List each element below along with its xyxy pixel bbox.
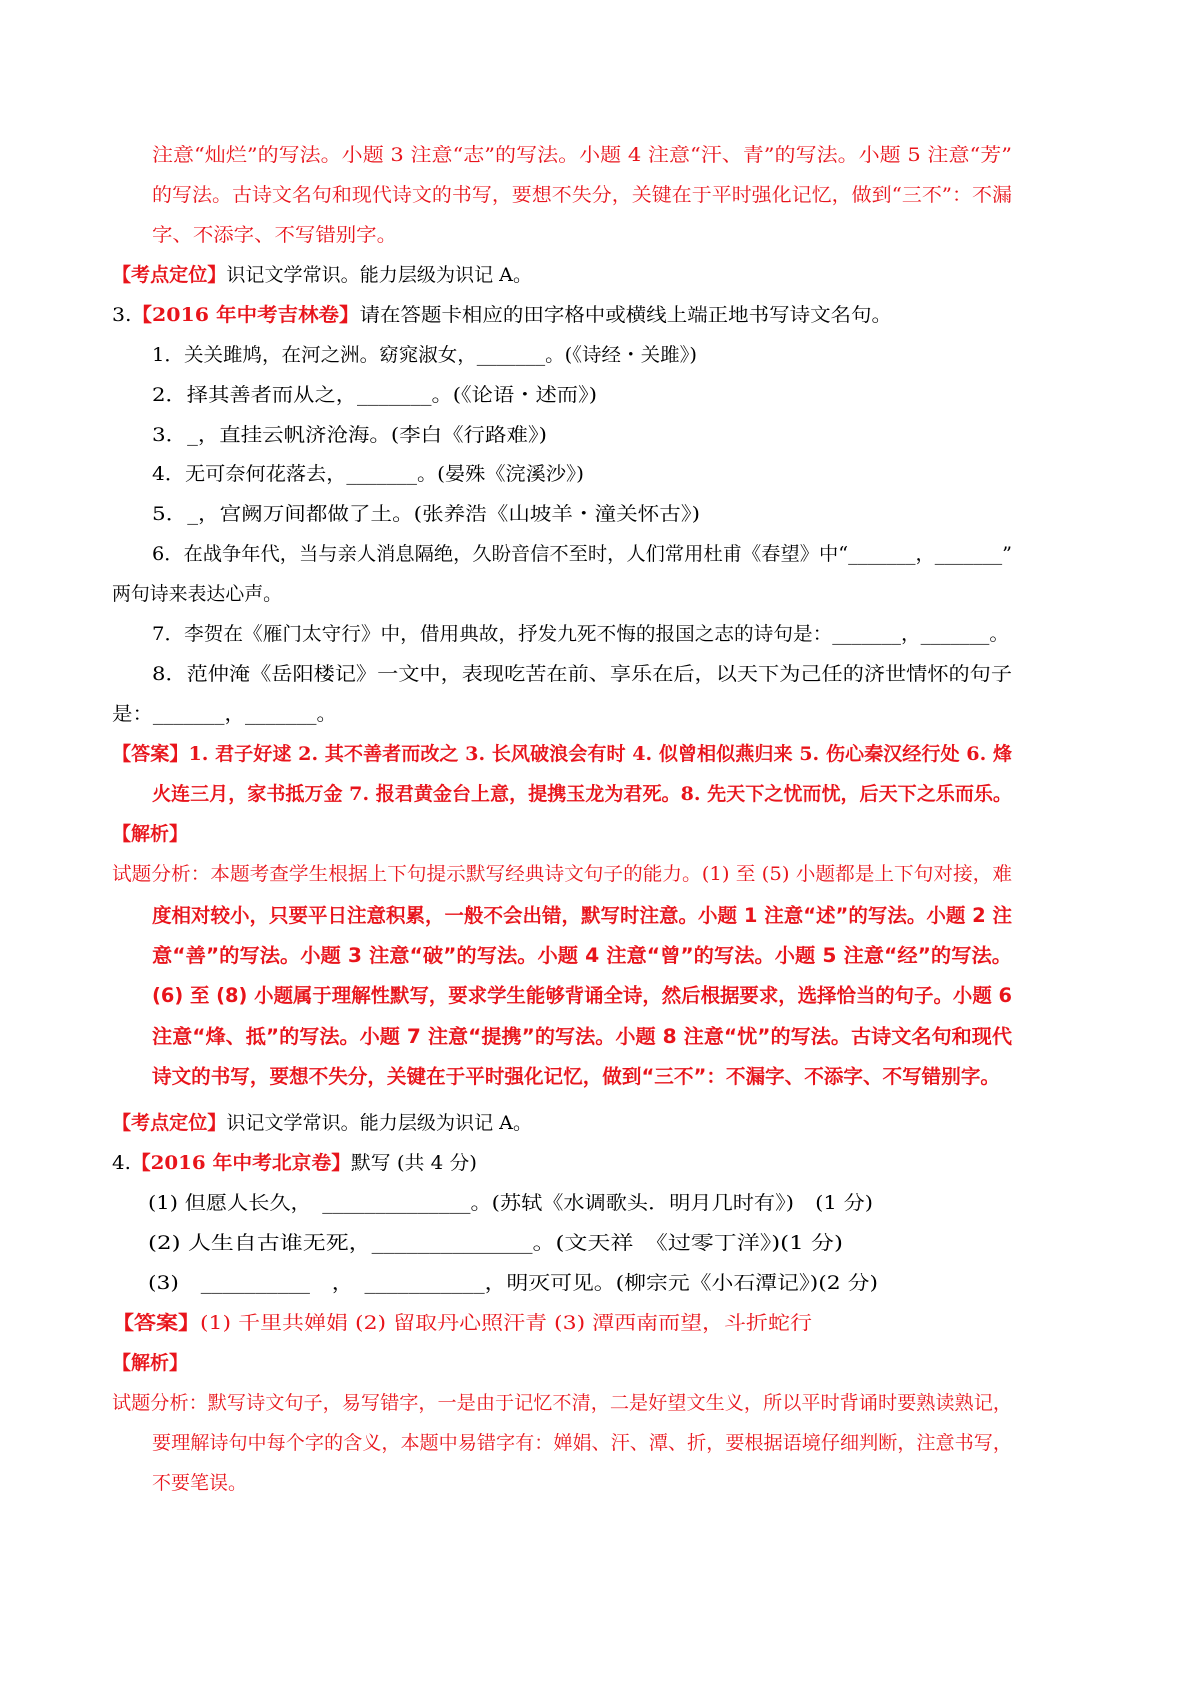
kaodian-row-1: [112, 263, 531, 287]
q3-item-8: 8．范仲淹《岳阳楼记》一文中，表现吃苦在前、享乐在后，以天下为己任的济世情怀的句子: [152, 663, 1012, 685]
q4-heading: [112, 1151, 477, 1175]
q3-item-6-cont: 两句诗来表达心声。: [112, 583, 282, 605]
q3-item-8-cont: 是：_______，_______。: [112, 703, 337, 725]
q4-answer-text: (1) 千里共婵娟 (2) 留取丹心照汗青 (3) 潭西南而望，斗折蛇行: [199, 1312, 812, 1334]
q3-analysis-line-6: 诗文的书写，要想不失分，关键在于平时强化记忆，做到“三不”：不漏字、不添字、不写错别字。: [152, 1065, 1000, 1088]
q3-answer-line-1: 1. 君子好逑 2. 其不善者而改之 3. 长风破浪会有时 4. 似曾相似燕归来 5. 伤心秦汉经行处 6. 烽: [188, 743, 1013, 765]
q3-analysis-line-5: 注意“烽、抵”的写法。小题 7 注意“提携”的写法。小题 8 注意“忧”的写法。古诗文名句和现代: [152, 1025, 1012, 1048]
q3-item-4: 4．无可奈何花落去，_______。(晏殊《浣溪沙》): [152, 463, 584, 485]
q4-prompt: 默写 (共 4 分): [351, 1152, 477, 1174]
q3-item-3: 3．_，直挂云帆济沧海。(李白《行路难》): [152, 424, 547, 446]
q4-analysis-line-3: 不要笔误。: [152, 1472, 247, 1494]
q3-item-6: 6．在战争年代，当与亲人消息隔绝，久盼音信不至时，人们常用杜甫《春望》中“_______，_______”: [152, 543, 1012, 565]
kaodian-group-1: [112, 263, 532, 287]
q3-number: 3.: [112, 304, 132, 326]
q3-item-5: 5．_，宫阙万间都做了土。(张养浩《山坡羊・潼关怀古》): [152, 503, 700, 525]
q3-answer-line-2: 火连三月，家书抵万金 7. 报君黄金台上意，提携玉龙为君死。8. 先天下之忧而忧，后天下之乐而乐。: [152, 783, 1012, 805]
q3-kaodian-tag: 【考点定位】: [112, 1112, 227, 1134]
q3-analysis-line-4: (6) 至 (8) 小题属于理解性默写，要求学生能够背诵全诗，然后根据要求，选择恰当的句子。小题 6: [152, 984, 1012, 1007]
q3-analysis-line-2: 度相对较小，只要平日注意积累，一般不会出错，默写时注意。小题 1 注意“述”的写法。小题 2 注: [152, 904, 1013, 927]
q4-answer-tag: 【答案】: [112, 1312, 200, 1334]
q4-jiexi-tag: 【解析】: [112, 1352, 189, 1374]
q3-kaodian-text: 识记文学常识。能力层级为识记 A。: [226, 1112, 532, 1134]
q3-heading: [112, 303, 893, 327]
q4-heading-group: [112, 1151, 477, 1175]
q4-item-3: (3) __________ ， ___________，明灭可见。(柳宗元《小石潭记》)(2 分): [148, 1272, 878, 1294]
q3-source-tag: 【2016 年中考吉林卷】: [131, 304, 360, 326]
note-line-3: 字、不添字、不写错别字。: [152, 224, 397, 246]
q3-item-1: 1．关关雎鸠，在河之洲。窈窕淑女，_______。(《诗经・关雎》): [152, 344, 697, 366]
q4-number: 4.: [112, 1152, 131, 1174]
kaodian-group-2: [112, 1111, 532, 1135]
note-line-1: 注意“灿烂”的写法。小题 3 注意“志”的写法。小题 4 注意“汗、青”的写法。小题 5 注意“芳”: [152, 144, 1012, 166]
q4-item-2: (2) 人生自古谁无死，______________。(文天祥 《过零丁洋》)(1 分): [148, 1232, 843, 1254]
q4-answer-row: [112, 1311, 812, 1335]
q4-analysis-line-2: 要理解诗句中每个字的含义，本题中易错字有：婵娟、汗、潭、折，要根据语境仔细判断，注意书写，: [152, 1432, 1012, 1454]
q4-source-tag: 【2016 年中考北京卷】: [130, 1152, 352, 1174]
kaodian-row-2: [112, 1111, 531, 1135]
q3-item-7: 7．李贺在《雁门太守行》中，借用典故，抒发九死不悔的报国之志的诗句是：_______，_______。: [152, 623, 1009, 645]
q4-answer-group: [112, 1311, 812, 1335]
note-line-2: 的写法。古诗文名句和现代诗文的书写，要想不失分，关键在于平时强化记忆，做到“三不”：不漏: [152, 184, 1012, 206]
kaodian-text: 识记文学常识。能力层级为识记 A。: [226, 264, 532, 286]
q3-heading-group: [112, 303, 892, 327]
q3-jiexi-tag: 【解析】: [112, 823, 189, 845]
q3-item-2: 2．择其善者而从之，_______。(《论语・述而》): [152, 384, 597, 406]
q3-answer-group: [112, 742, 1012, 766]
q3-prompt: 请在答题卡相应的田字格中或横线上端正地书写诗文名句。: [359, 304, 893, 326]
q3-answer-row-1: [112, 742, 1013, 766]
q3-answer-tag: 【答案】: [112, 743, 189, 765]
kaodian-tag: 【考点定位】: [112, 264, 227, 286]
q3-analysis-line-3: 意“善”的写法。小题 3 注意“破”的写法。小题 4 注意“曾”的写法。小题 5 注意“经”的写法。: [152, 944, 1012, 967]
q4-item-1: (1) 但愿人长久， ______________。(苏轼《水调歌头．明月几时有》) (1 分): [148, 1192, 873, 1214]
q4-analysis-line-1: 试题分析：默写诗文句子，易写错字，一是由于记忆不清，二是好望文生义，所以平时背诵时要熟读熟记，: [112, 1392, 1012, 1414]
q3-analysis-line-1: 试题分析：本题考查学生根据上下句提示默写经典诗文句子的能力。(1) 至 (5) 小题都是上下句对接，难: [112, 863, 1012, 885]
